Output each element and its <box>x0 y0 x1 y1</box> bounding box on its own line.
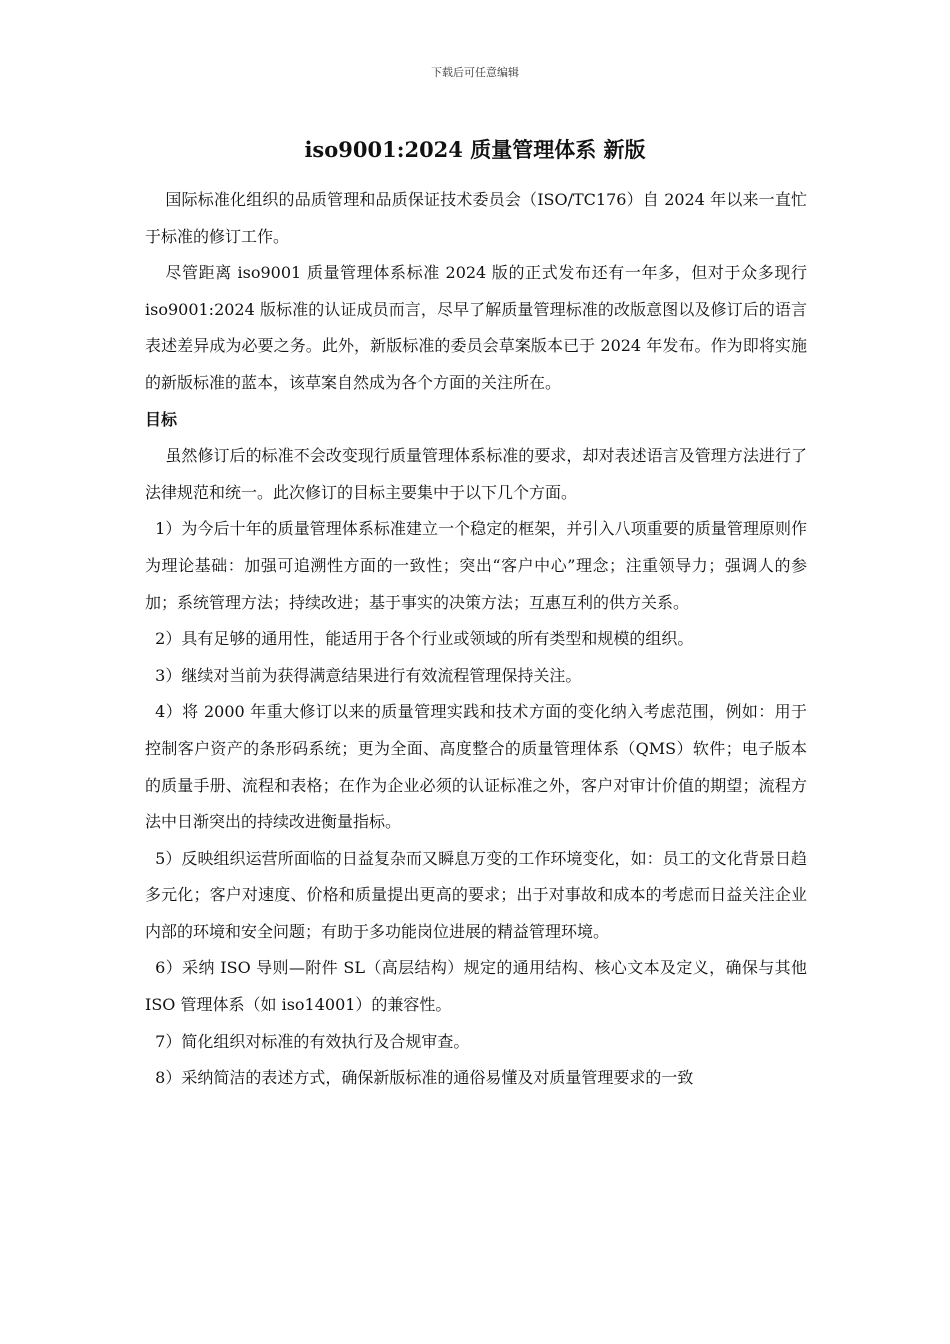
goal-item-7: 7）简化组织对标准的有效执行及合规审查。 <box>155 1031 470 1051</box>
goal-item-1: 1）为今后十年的质量管理体系标准建立一个稳定的框架，并引入八项重要的质量管理原则作为理论基础：加强可追溯性方面的一致性；突出“客户中心”理念；注重领导力；强调人的参加；系统管理方法；持续改进；基于事实的决策方法；互惠互利的供方关系。 <box>145 519 807 612</box>
page-header-note: 下载后可任意编辑 <box>431 66 519 79</box>
section-heading-goals: 目标 <box>145 409 178 429</box>
intro-paragraph-2: 尽管距离 iso9001 质量管理体系标准 2024 版的正式发布还有一年多，但对于众多现行 iso9001:2024 版标准的认证成员而言，尽早了解质量管理标准的改版意图以及修订后的语言表述差异成为必要之务。此外，新版标准的委员会草案版本已于 2024 年发布。作为即将实施的新版标准的蓝本，该草案自然成为各个方面的关注所在。 <box>145 263 807 392</box>
document-body <box>145 182 807 1097</box>
intro-paragraph-1: 国际标准化组织的品质管理和品质保证技术委员会（ISO/TC176）自 2024 年以来一直忙于标准的修订工作。 <box>145 190 807 246</box>
document-title: iso9001:2024 质量管理体系 新版 <box>304 137 646 162</box>
goal-item-8: 8）采纳简洁的表述方式，确保新版标准的通俗易懂及对质量管理要求的一致 <box>155 1068 694 1088</box>
goal-item-4: 4）将 2000 年重大修订以来的质量管理实践和技术方面的变化纳入考虑范围，例如：用于控制客户资产的条形码系统；更为全面、高度整合的质量管理体系（QMS）软件；电子版本的质量手册、流程和表格；在作为企业必须的认证标准之外，客户对审计价值的期望；流程方法中日渐突出的持续改进衡量指标。 <box>145 702 807 832</box>
goals-intro-paragraph: 虽然修订后的标准不会改变现行质量管理体系标准的要求，却对表述语言及管理方法进行了法律规范和统一。此次修订的目标主要集中于以下几个方面。 <box>145 446 807 502</box>
goal-item-3: 3）继续对当前为获得满意结果进行有效流程管理保持关注。 <box>155 665 582 685</box>
goal-item-2: 2）具有足够的通用性，能适用于各个行业或领域的所有类型和规模的组织。 <box>155 629 694 649</box>
goal-item-5: 5）反映组织运营所面临的日益复杂而又瞬息万变的工作环境变化，如：员工的文化背景日趋多元化；客户对速度、价格和质量提出更高的要求；出于对事故和成本的考虑而日益关注企业内部的环境和安全问题；有助于多功能岗位进展的精益管理环境。 <box>145 848 807 941</box>
goal-item-6: 6）采纳 ISO 导则—附件 SL（高层结构）规定的通用结构、核心文本及定义，确保与其他 ISO 管理体系（如 iso14001）的兼容性。 <box>145 958 807 1015</box>
